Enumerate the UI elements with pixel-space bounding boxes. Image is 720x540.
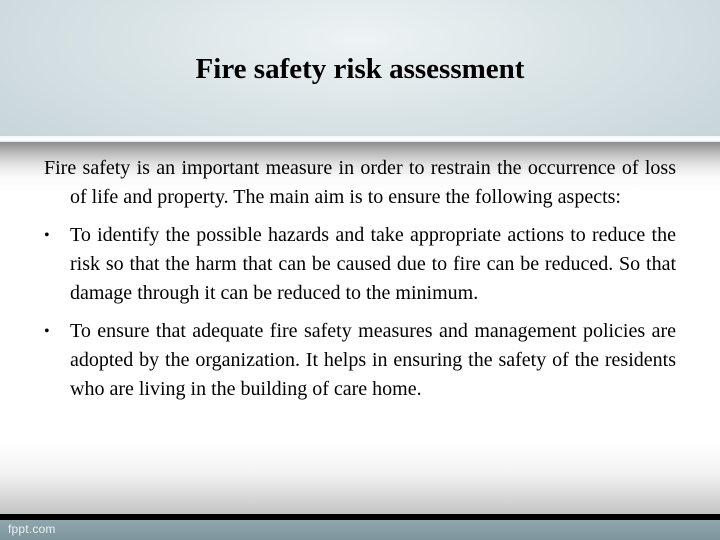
footer-band bbox=[0, 520, 720, 540]
bullet-icon: • bbox=[44, 323, 50, 340]
bullet-text: To identify the possible hazards and take appropriate actions to reduce the risk so that the harm that can be caused due to fire can be reduced. So that damage through it can be reduced to the minimum. bbox=[70, 224, 676, 304]
bullet-item bbox=[44, 221, 676, 308]
bullet-icon: • bbox=[44, 227, 50, 244]
intro-paragraph: Fire safety is an important measure in order to restrain the occurrence of loss of life and property. The main aim is to ensure the following aspects: bbox=[44, 157, 676, 208]
bullet-item bbox=[44, 317, 676, 404]
footer-brand: fppt.com bbox=[8, 522, 56, 536]
slide-title: Fire safety risk assessment bbox=[195, 53, 525, 85]
slide-content bbox=[44, 154, 676, 413]
bullet-text: To ensure that adequate fire safety measures and management policies are adopted by the organization. It helps in ensuring the safety of the residents who are living in the building of care home. bbox=[70, 320, 676, 400]
bullet-list bbox=[44, 221, 676, 404]
